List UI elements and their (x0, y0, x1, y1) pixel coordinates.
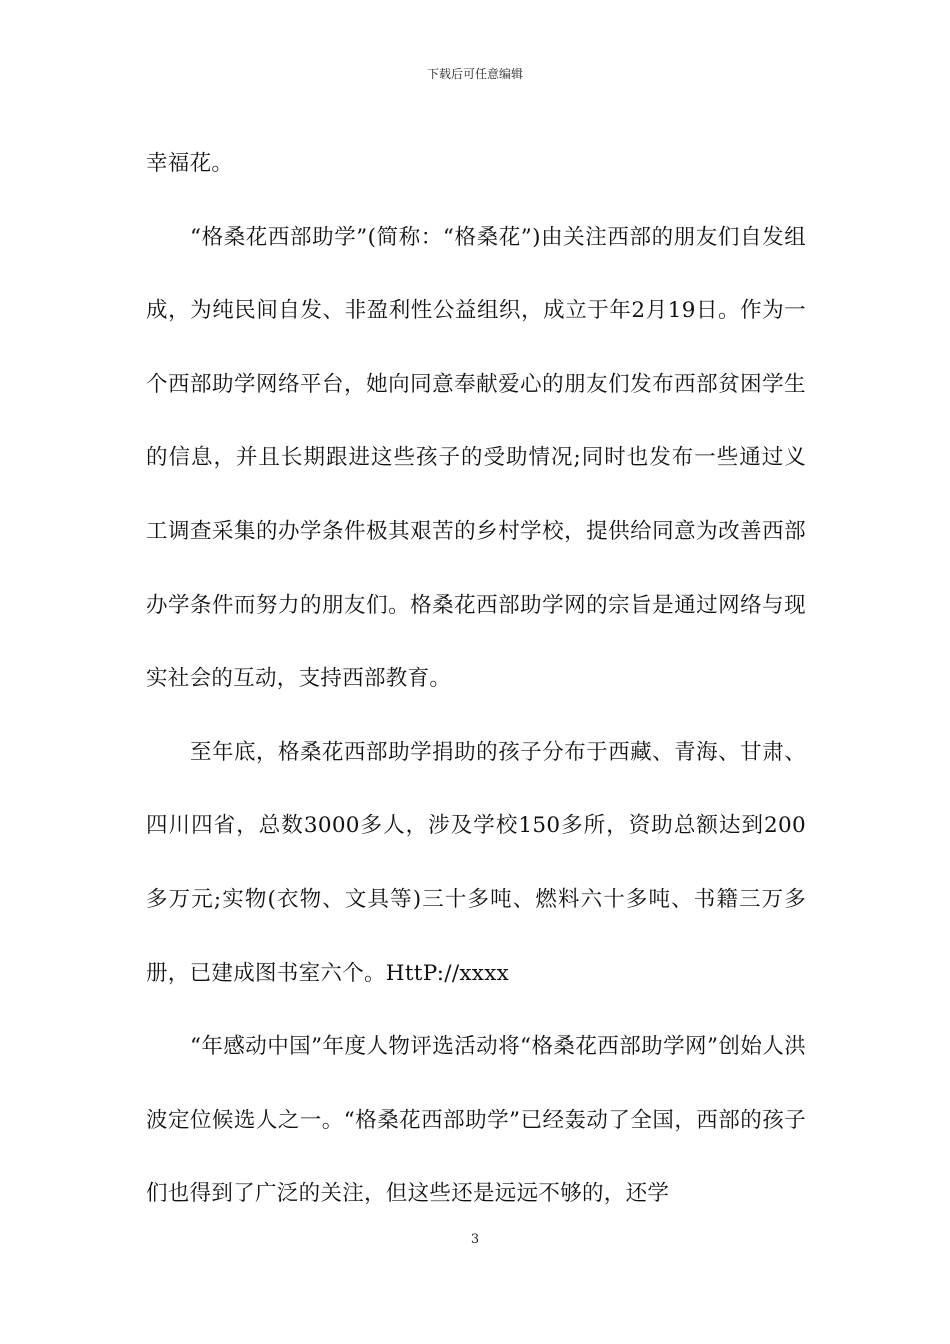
page-header: 下载后可任意编辑 (426, 67, 523, 81)
paragraph-1: 幸福花。 (146, 151, 234, 176)
document-body (146, 127, 806, 1231)
page-number: 3 (470, 1232, 480, 1247)
paragraph-3: 至年底，格桑花西部助学捐助的孩子分布于西藏、青海、甘肃、四川四省，总数3000多人，涉及学校150多所，资助总额达到200多万元;实物(衣物、文具等)三十多吨、燃料六十多吨、书籍三万多册，已建成图书室六个。HttP://xxxx (146, 739, 806, 986)
paragraph-4: “年感动中国”年度人物评选活动将“格桑花西部助学网”创始人洪波定位候选人之一。“格桑花西部助学”已经轰动了全国，西部的孩子们也得到了广泛的关注，但这些还是远远不够的，还学 (146, 1034, 806, 1207)
paragraph-2: “格桑花西部助学”(简称：“格桑花”)由关注西部的朋友们自发组成，为纯民间自发、非盈利性公益组织，成立于年2月19日。作为一个西部助学网络平台，她向同意奉献爱心的朋友们发布西部贫困学生的信息，并且长期跟进这些孩子的受助情况;同时也发布一些通过义工调查采集的办学条件极其艰苦的乡村学校，提供给同意为改善西部办学条件而努力的朋友们。格桑花西部助学网的宗旨是通过网络与现实社会的互动，支持西部教育。 (146, 224, 806, 692)
